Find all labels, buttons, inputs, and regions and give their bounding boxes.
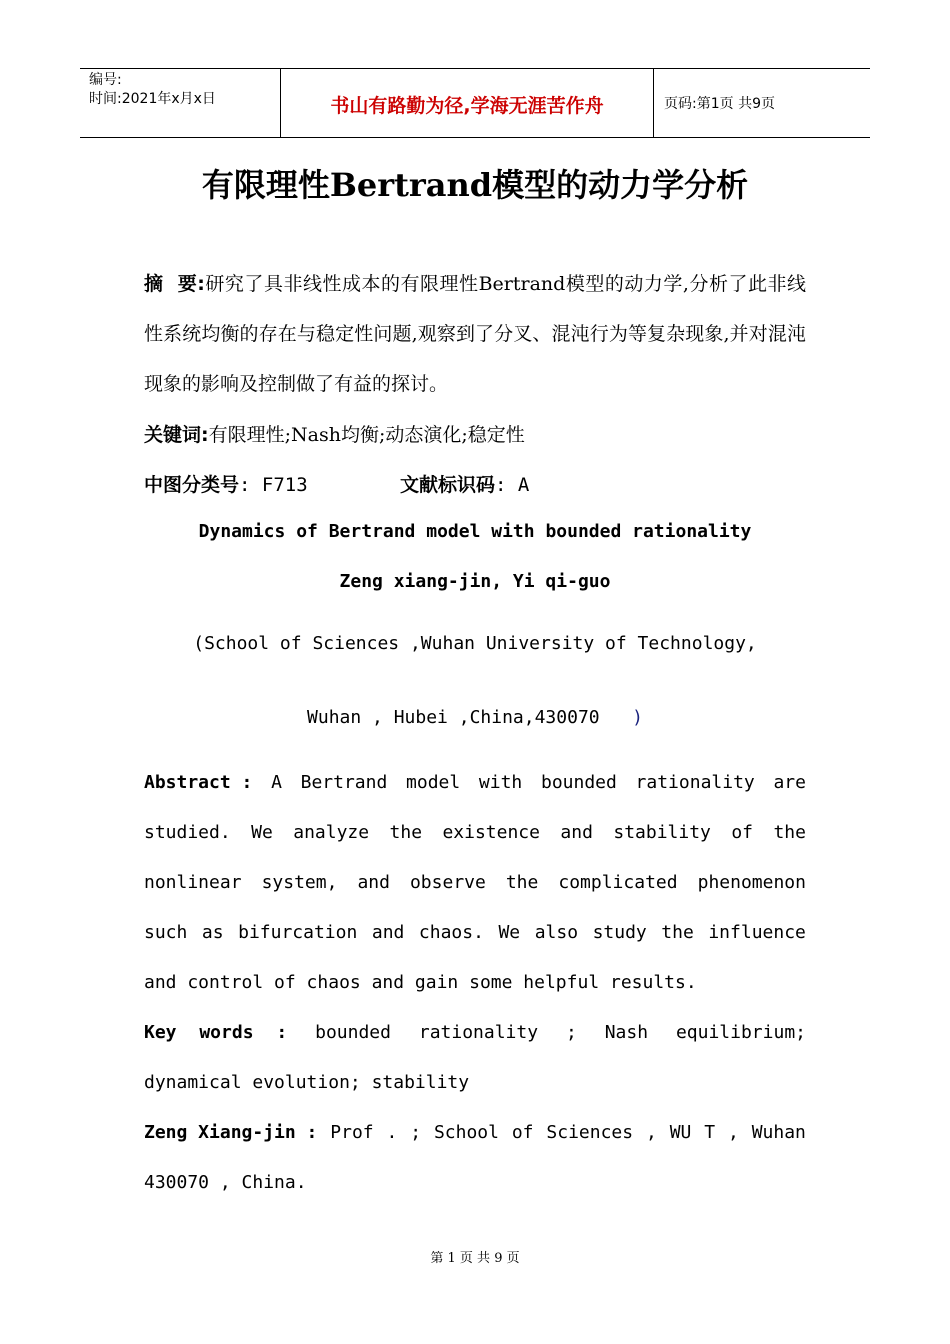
en-keywords [144, 1008, 806, 1108]
en-keywords-label: Key words : [144, 1022, 288, 1043]
word: Wuhan [751, 1122, 806, 1143]
word: Bertrand [300, 772, 388, 793]
word: We [251, 822, 273, 843]
doc-code-line [400, 470, 529, 497]
en-abstract-line-5-text: and control of chaos and gain some helpful results. [144, 972, 697, 993]
doc-code-label: 文献标识码 [400, 474, 496, 496]
cn-keywords-label: 关键词: [144, 424, 209, 446]
word: complicated [558, 872, 678, 893]
word: ; [565, 1022, 577, 1043]
word: the [661, 922, 694, 943]
en-abstract-line-1 [144, 758, 806, 808]
word: existence [442, 822, 540, 843]
authors: Zeng xiang-jin, Yi qi-guo [339, 571, 611, 592]
page-title: 有限理性Bertrand模型的动力学分析 [201, 166, 749, 204]
header-meta-cell [80, 69, 281, 137]
word: model [406, 772, 461, 793]
en-abstract-label: Abstract : [144, 772, 253, 793]
en-keywords-line-2 [144, 1058, 806, 1108]
classification-line [144, 470, 308, 497]
page-footer: 第 1 页 共 9 页 [430, 1251, 520, 1266]
word: phenomenon [697, 872, 806, 893]
en-abstract-line-3 [144, 858, 806, 908]
word: ; [410, 1122, 422, 1143]
en-abstract-line-2 [144, 808, 806, 858]
word: the [773, 822, 806, 843]
affiliation-line-2 [0, 707, 950, 728]
word: also [534, 922, 579, 943]
cn-abstract-text: 研究了具非线性成本的有限理性Bertrand模型的动力学,分析了此非线性系统均衡的存在与稳定性问题,观察到了分叉、混沌行为等复杂现象,并对混沌现象的影响及控制做了有益的探讨。 [144, 273, 807, 395]
word: influence [708, 922, 806, 943]
word: Prof [330, 1122, 374, 1143]
cn-keywords [144, 420, 525, 447]
word: with [478, 772, 523, 793]
word: Sciences [546, 1122, 634, 1143]
clc-value: : F713 [239, 474, 308, 496]
motto: 书山有路勤为径,学海无涯苦作舟 [330, 94, 604, 117]
word: rationality [635, 772, 755, 793]
en-abstract-line-5 [144, 958, 806, 1008]
word: and [357, 872, 390, 893]
header-page-cell [654, 69, 870, 137]
word: analyze [293, 822, 370, 843]
word: and [560, 822, 593, 843]
word: observe [409, 872, 486, 893]
word: the [505, 872, 539, 893]
author-note-line-1 [144, 1108, 806, 1158]
code-label: 编号: [89, 72, 122, 88]
affiliation-line-1: (School of Sciences ,Wuhan University of Technology, [193, 633, 757, 654]
en-title: Dynamics of Bertrand model with bounded rationality [198, 521, 752, 542]
doc-code-value: : A [495, 474, 530, 496]
en-keywords-line-1 [144, 1008, 806, 1058]
author-note [144, 1108, 806, 1208]
word: rationality [418, 1022, 539, 1043]
en-abstract [144, 758, 806, 1008]
clc-label: 中图分类号 [144, 474, 240, 496]
word: . [386, 1122, 398, 1143]
time-label: 时间:2021年x月x日 [89, 91, 216, 107]
author-note-label: Zeng Xiang-jin : [144, 1122, 318, 1143]
en-abstract-line-4 [144, 908, 806, 958]
word: , [727, 1122, 739, 1143]
word: stability [613, 822, 711, 843]
word: and [371, 922, 405, 943]
header-table [80, 68, 870, 138]
word: chaos. [418, 922, 484, 943]
word: School [433, 1122, 499, 1143]
cn-keywords-text: 有限理性;Nash均衡;动态演化;稳定性 [208, 424, 525, 446]
word: WU [669, 1122, 692, 1143]
word: nonlinear [144, 872, 242, 893]
word: of [731, 822, 754, 843]
word: studied. [144, 822, 231, 843]
word: We [498, 922, 521, 943]
word: A [271, 772, 282, 793]
en-keywords-line-2-text: dynamical evolution; stability [144, 1072, 470, 1093]
word: are [773, 772, 806, 793]
word: Nash [604, 1022, 649, 1043]
word: , [645, 1122, 657, 1143]
word: bounded [315, 1022, 391, 1043]
word: equilibrium; [675, 1022, 806, 1043]
word: bifurcation [238, 922, 358, 943]
word: the [389, 822, 423, 843]
author-note-line-2-text: 430070 , China. [144, 1172, 307, 1193]
word: bounded [540, 772, 617, 793]
header-motto-cell [281, 69, 654, 137]
word: study [592, 922, 647, 943]
word: as [201, 922, 224, 943]
word: T [704, 1122, 716, 1143]
page-info: 页码:第1页 共9页 [664, 96, 775, 112]
cn-abstract-label: 摘 要: [144, 273, 205, 295]
author-note-line-2 [144, 1158, 806, 1208]
affiliation-close-paren: ) [632, 707, 643, 728]
word: such [144, 922, 188, 943]
word: system, [261, 872, 338, 893]
cn-abstract [144, 259, 806, 409]
affiliation-address: Wuhan , Hubei ,China,430070 [307, 707, 600, 728]
word: of [511, 1122, 534, 1143]
